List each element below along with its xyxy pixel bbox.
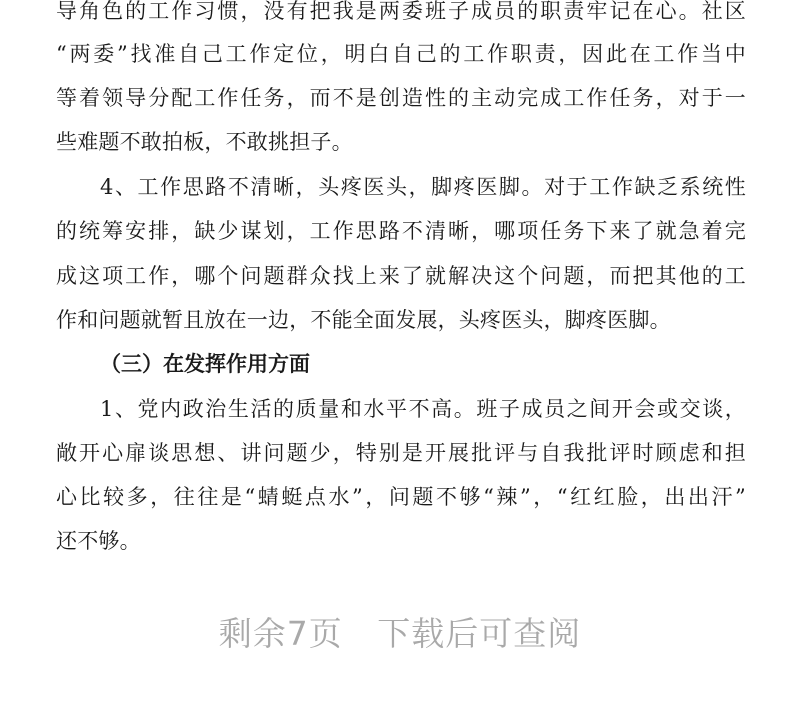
section-heading: （三）在发挥作用方面: [100, 351, 310, 376]
paragraph-line: 1、党内政治生活的质量和水平不高。班子成员之间开会或交谈，: [100, 397, 746, 421]
remaining-pages-prompt[interactable]: 剩余7页 下载后可查阅: [218, 614, 582, 653]
paragraph-line: 的统筹安排，缺少谋划，工作思路不清晰，哪项任务下来了就急着完: [56, 219, 746, 243]
paragraph-line: 等着领导分配工作任务，而不是创造性的主动完成工作任务，对于一: [56, 86, 746, 110]
paragraph-line: 敞开心扉谈思想、讲问题少，特别是开展批评与自我批评时顾虑和担: [56, 441, 746, 465]
paragraph-line: 些难题不敢拍板，不敢挑担子。: [56, 130, 353, 154]
paragraph-line: 导角色的工作习惯，没有把我是两委班子成员的职责牢记在心。社区: [56, 0, 746, 23]
paragraph-line: “两委”找准自己工作定位，明白自己的工作职责，因此在工作当中: [56, 42, 746, 66]
paragraph-line: 还不够。: [56, 529, 141, 553]
paragraph-line: 4、工作思路不清晰，头疼医头，脚疼医脚。对于工作缺乏系统性: [100, 175, 746, 199]
paragraph-line: 心比较多，往往是“蜻蜓点水”，问题不够“辣”，“红红脸，出出汗”: [56, 485, 746, 509]
paragraph-line: 成这项工作，哪个问题群众找上来了就解决这个问题，而把其他的工: [56, 264, 746, 288]
paragraph-line: 作和问题就暂且放在一边，不能全面发展，头疼医头，脚疼医脚。: [56, 308, 671, 332]
